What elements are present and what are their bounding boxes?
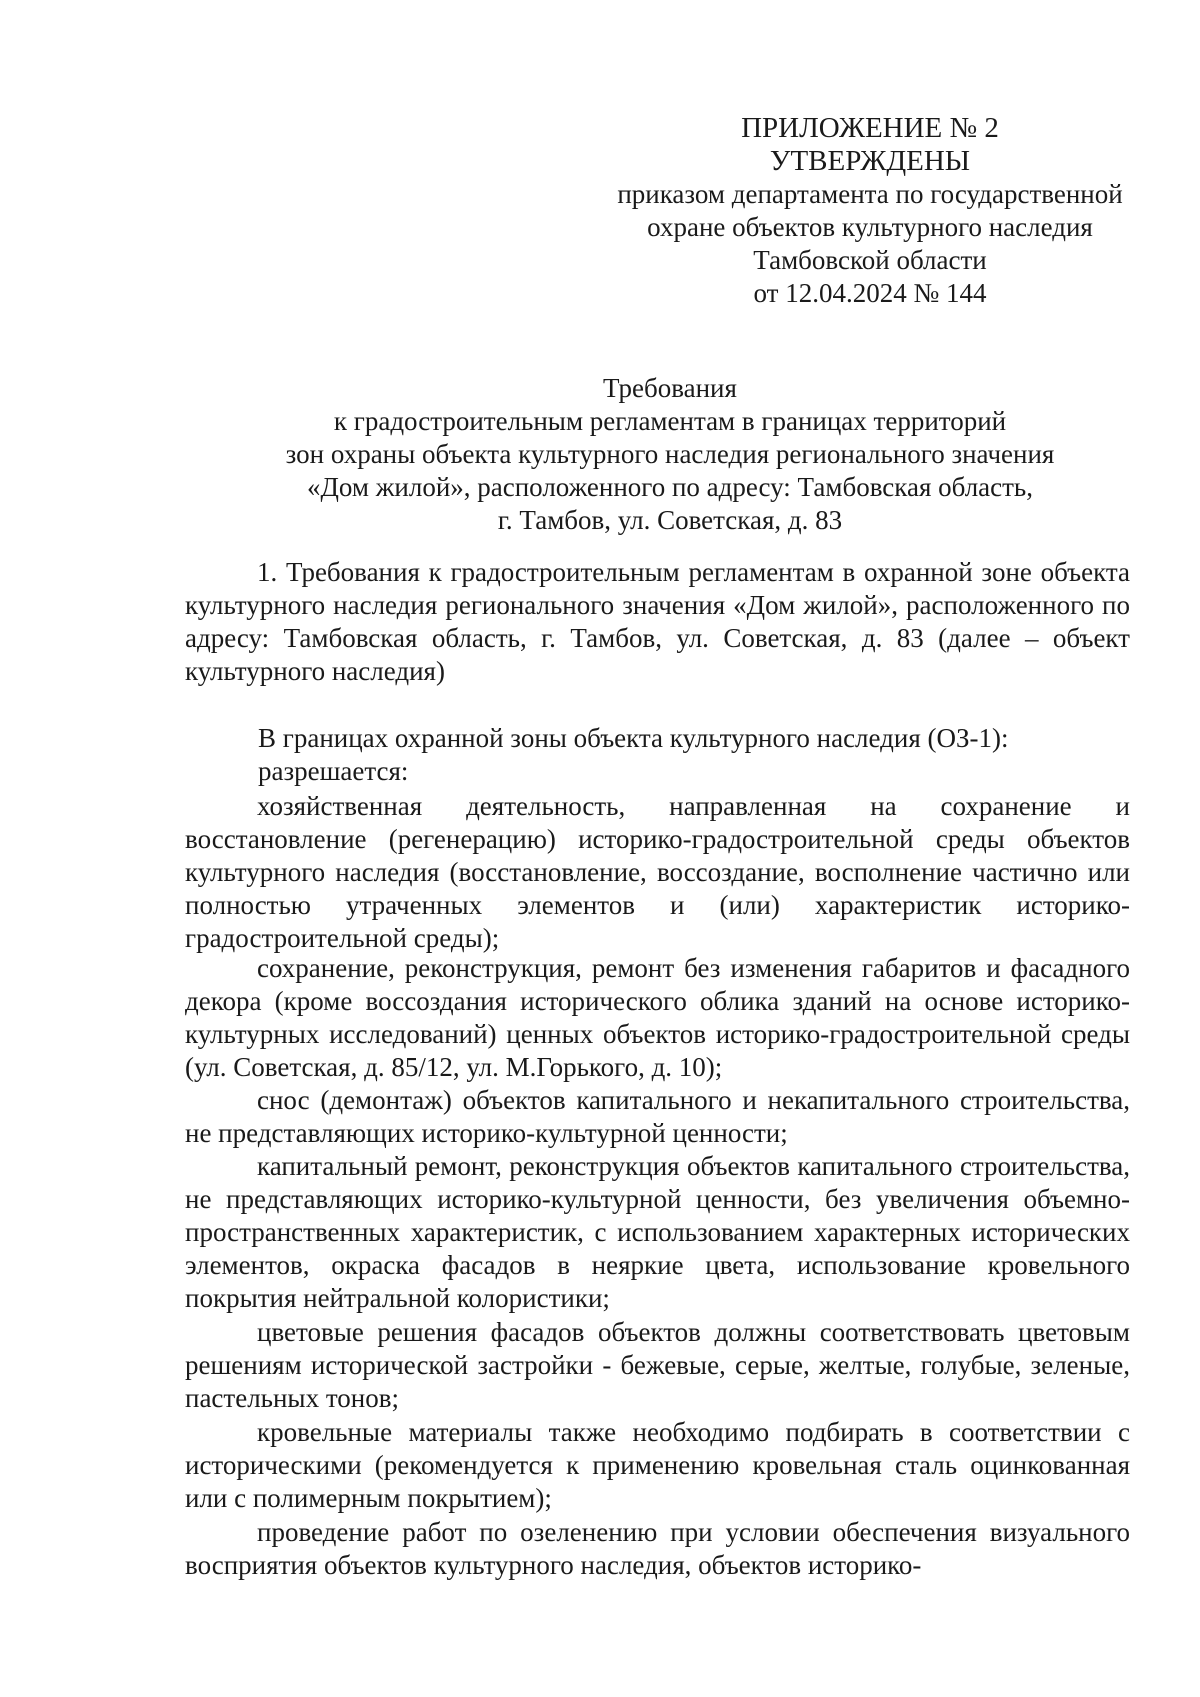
order-line-2: охране объектов культурного наследия — [647, 212, 1093, 242]
order-line-1: приказом департамента по государственной — [617, 179, 1123, 209]
order-line-3: Тамбовской области — [753, 245, 987, 275]
list-item: цветовые решения фасадов объектов должны соответствовать цветовым решениям исторической застройки - бежевые, серые, желтые, голубые, зеленые, пастельных тонов; — [185, 1317, 1130, 1413]
list-item: капитальный ремонт, реконструкция объектов капитального строительства, не представляющих историко-культурной ценности, без увеличения объемно-пространственных характеристик, с использованием характерных исторических элементов, окраска фасадов в неяркие цвета, использование кровельного покрытия нейтральной колористики; — [185, 1151, 1130, 1313]
list-item: хозяйственная деятельность, направленная на сохранение и восстановление (регенерацию) историко-градостроительной среды объектов культурного наследия (восстановление, воссоздание, восполнение частично или полностью утраченных элементов и (или) характеристик историко-градостроительной среды); — [185, 791, 1130, 953]
section-1-paragraph: 1. Требования к градостроительным регламентам в охранной зоне объекта культурного наследия регионального значения «Дом жилой», расположенного по адресу: Тамбовская область, г. Тамбов, ул. Советская, д. 83 (далее – объект культурного наследия) — [185, 557, 1130, 686]
document-title — [240, 372, 1100, 537]
zone-intro: В границах охранной зоны объекта культурного наследия (ОЗ-1): — [258, 723, 1009, 753]
list-item: снос (демонтаж) объектов капитального и некапитального строительства, не представляющих историко-культурной ценности; — [185, 1085, 1130, 1148]
list-item: кровельные материалы также необходимо подбирать в соответствии с историческими (рекомендуется к применению кровельная сталь оцинкованная или с полимерным покрытием); — [185, 1417, 1130, 1513]
title-line-4: г. Тамбов, ул. Советская, д. 83 — [497, 505, 843, 535]
order-date-number: от 12.04.2024 № 144 — [753, 278, 987, 308]
approved-label: УТВЕРЖДЕНЫ — [769, 145, 971, 177]
list-item: сохранение, реконструкция, ремонт без изменения габаритов и фасадного декора (кроме воссоздания исторического облика зданий на основе историко-культурных исследований) ценных объектов историко-градостроительной среды (ул. Советская, д. 85/12, ул. М.Горького, д. 10); — [185, 953, 1130, 1082]
list-item: проведение работ по озеленению при условии обеспечения визуального восприятия объектов культурного наследия, объектов историко- — [185, 1517, 1130, 1580]
title-line-3: «Дом жилой», расположенного по адресу: Тамбовская область, — [307, 472, 1033, 502]
title-line-1: к градостроительным регламентам в границах территорий — [333, 406, 1007, 436]
title-line-2: зон охраны объекта культурного наследия регионального значения — [285, 439, 1055, 469]
approval-header — [600, 112, 1140, 310]
appendix-label: ПРИЛОЖЕНИЕ № 2 — [741, 112, 999, 144]
title-heading: Требования — [603, 373, 737, 403]
allowed-label: разрешается: — [258, 756, 409, 786]
